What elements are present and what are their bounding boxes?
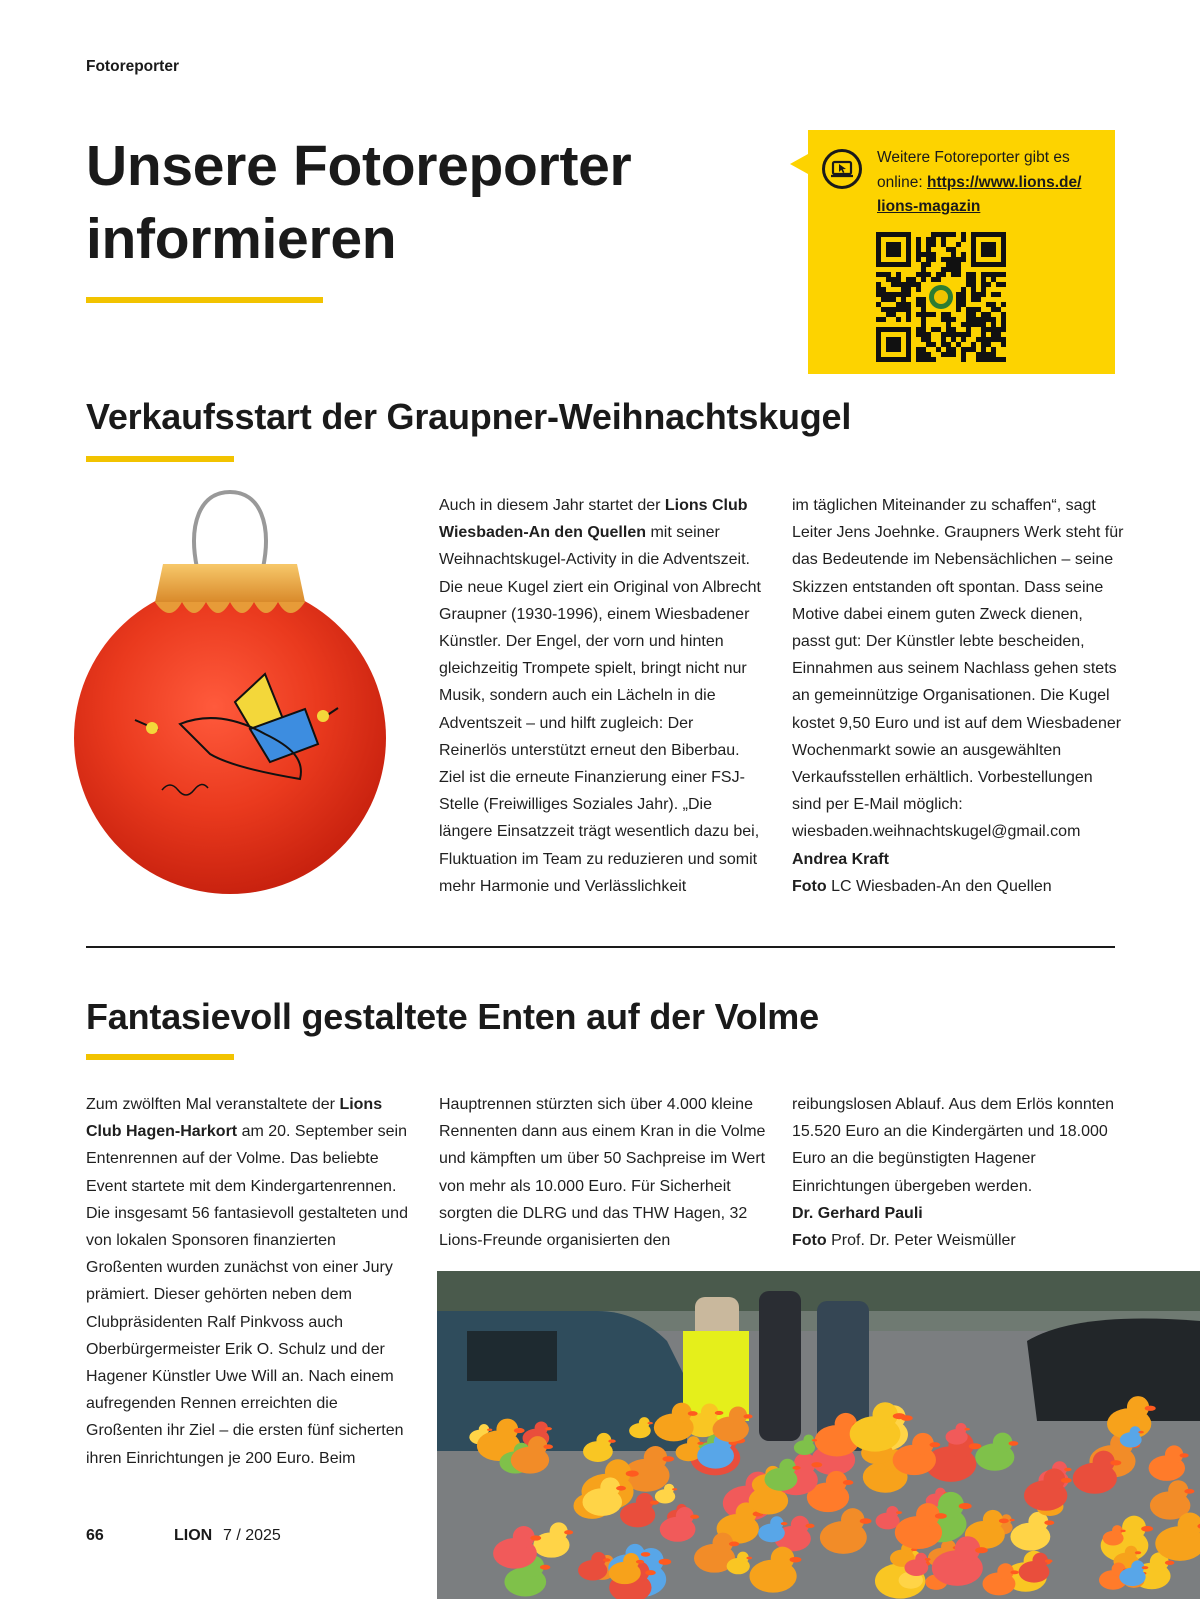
issue-number: 7 / 2025 [223,1527,281,1544]
article2-column3: reibungslosen Ablauf. Aus dem Erlös konnten 15.520 Euro an die Kindergärten und 18.000 Euro an die begünstigten Hagener Einrichtungen übergeben werden. Dr. Gerhard Pauli Foto Prof. Dr. Peter Weismüller [792,1091,1122,1254]
article2-title-underline [86,1054,234,1060]
christmas-ornament-image [70,484,390,904]
article1-author: Andrea Kraft [792,850,889,868]
article2-column1: Zum zwölften Mal veranstaltete der Lions Club Hagen-Harkort am 20. September sein Entenrennen auf der Volme. Das beliebte Event startete mit dem Kindergartenrennen. Die insgesamt 56 fantasievoll gestalteten und von lokalen Sponsoren finanzierten Großenten wurden zunächst von einer Jury prämiert. Dieser gehörten neben dem Clubpräsidenten Ralf Pinkvoss auch Oberbürgermeister Erik O. Schulz und der Hagener Künstler Uwe Will an. Nach einem aufregenden Rennen erreichten die Großenten ihr Ziel – die ersten fünf sicherten ihren Einrichtungen je 200 Euro. Beim [86,1096,408,1467]
article1-title-underline [86,456,234,462]
article2-photo-credit: Foto Prof. Dr. Peter Weismüller [792,1232,1016,1250]
promo-label: Weitere Fotoreporter gibt es online: [877,149,1070,191]
computer-cursor-icon [822,149,862,189]
page-title-line1: Unsere Fotoreporter [86,134,632,198]
section-divider [86,946,1115,948]
magazine-name: LION [174,1527,213,1544]
article1-title: Verkaufsstart der Graupner-Weihnachtskugel [86,396,852,437]
page-number: 66 [86,1527,104,1544]
article2-title: Fantasievoll gestaltete Enten auf der Volme [86,996,819,1037]
promo-text [877,146,1107,220]
promo-link[interactable]: https://www.lions.de/ lions-magazin [877,173,1082,215]
article1-column1: Auch in diesem Jahr startet der Lions Club Wiesbaden-An den Quellen mit seiner Weihnachtskugel-Activity in die Adventszeit. Die neue Kugel ziert ein Original von Albrecht Graupner (1930-1996), einem Wiesbadener Künstler. Der Engel, der vorn und hinten gleichzeitig Trompete spielt, bringt nicht nur Musik, sondern auch ein Lächeln in die Adventszeit – und hilft zugleich: Der Reinerlös unterstützt erneut den Biberbau. Ziel ist die erneute Finanzierung einer FSJ-Stelle (Freiwilliges Soziales Jahr). „Die längere Einsatzzeit trägt wesentlich dazu bei, Fluktuation im Team zu reduzieren und somit mehr Harmonie und Verlässlichkeit [439,497,761,895]
page-title-line2: informieren [86,207,397,271]
section-rubric: Fotoreporter [86,58,179,75]
qr-code[interactable] [876,232,1006,362]
article2-column2: Hauptrennen stürzten sich über 4.000 kleine Rennenten dann aus einem Kran in die Volme und kämpften um über 50 Sachpreise im Wert von mehr als 10.000 Euro. Für Sicherheit sorgten die DLRG und das THW Hagen, 32 Lions-Freunde organisierten den [439,1096,766,1250]
article1-column2: im täglichen Miteinander zu schaffen“, sagt Leiter Jens Joehnke. Graupners Werk steht für das Bedeutende im Nebensächlichen – seine Skizzen entstanden oft spontan. Dass seine Motive dabei einem guten Zweck dienen, passt gut: Der Künstler lebte bescheiden, Einnahmen aus seinem Nachlass gehen stets an gemeinnützige Organisationen. Die Kugel kostet 9,50 Euro und ist auf dem Wiesbadener Wochenmarkt sowie an ausgewählten Verkaufsstellen erhältlich. Vorbestellungen sind per E-Mail möglich: wiesbaden.weihnachtskugel@gmail.com Andrea Kraft Foto LC Wiesbaden-An den Quellen [792,492,1124,900]
title-underline [86,297,323,303]
club-name-hagen: Lions Club Hagen-Harkort [86,1096,383,1141]
club-name: Lions Club Wiesbaden-An den Quellen [439,497,748,542]
page-title [86,130,726,276]
article1-photo-credit: Foto LC Wiesbaden-An den Quellen [792,877,1052,895]
article2-author: Dr. Gerhard Pauli [792,1204,923,1222]
duck-race-photo [437,1271,1200,1599]
promo-pointer [790,154,808,174]
